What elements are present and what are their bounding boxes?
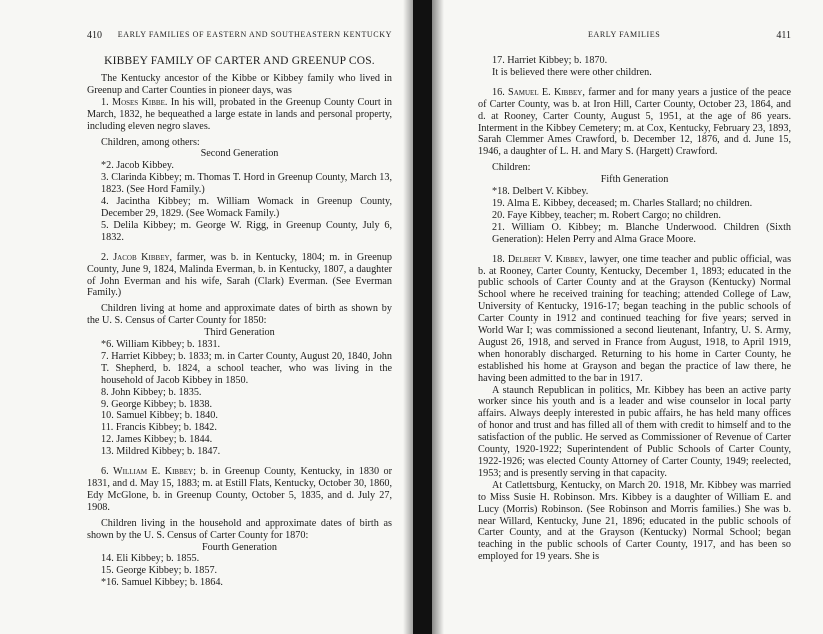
generation-heading: Third Generation [204,327,275,339]
child-entry: 3. Clarinda Kibbey; m. Thomas T. Hord in Greenup County, March 13, 1823. (See Hord Family.) [101,172,392,196]
child-entry: 12. James Kibbey; b. 1844. [101,434,213,446]
entry-text: b. in Greenup County, Kentucky, in 1830 or 1831, and d. May 15, 1883; m. at Estill Flats, Kentucky, October 30, 1860, Edy McGlone, b. in Greenup County, October 5, 1835, and d. July 27, 1908. [87,466,392,513]
right-page [432,0,823,634]
child-entry: *2. Jacob Kibbey. [101,160,174,172]
entry-number: 2. [101,251,109,263]
intro-paragraph: The Kentucky ancestor of the Kibbe or Kibbey family who lived in Greenup and Carter Counties in pioneer days, was [87,73,392,96]
child-entry: 9. George Kibbey; b. 1838. [101,398,213,410]
book-gutter [413,0,432,634]
entry-name: William E. Kibbey; [113,466,196,478]
right-page-number: 411 [776,30,791,41]
republican-paragraph: A staunch Republican in politics, Mr. Kibbey has been an active party worker since his youth and is a leader and wise counselor in local party affairs. Always deeply interested in pubic affairs, he has held many offices of honor and trust and has filled all of them with credit to himself and to the satisfaction of the public. He served as Commissioner of Revenue of Carter County, 1920-1922; Superintendent of Public Schools of Carter County, 1922-1926; was elected County Attorney of Carter County, 1949; reelected, 1953; and is presently serving in that capacity. [478,384,791,479]
entry-text: lawyer, one time teacher and public official, was b. at Rooney, Carter County, Kentucky, December 1, 1893; educated in the public schools of Carter County and at the Grayson (Kentucky) Normal School where he received training for teaching; attended College of Law, University of Kentucky, 1916-17; began teaching in the public schools of Carter County in 1912 and continued teaching for five years; served in World War I; was commissioned a second lieutenant, Infantry, U. S. Army, August 26, 1918, and served in France from August, 1918, to April 1919, when honorably discharged. Returning to his home in Carter County, he established his home at Grayson and began the practice of law there, he having been admitted to the bar in 1917. [478,253,792,384]
william-paragraph [87,466,392,514]
child-entry: 11. Francis Kibbey; b. 1842. [101,422,217,434]
entry-number: 18. [492,253,505,265]
child-entry: 5. Delila Kibbey; m. George W. Rigg, in Greenup County, July 6, 1832. [101,219,392,243]
child-entry: 20. Faye Kibbey, teacher; m. Robert Cargo; no children. [492,209,721,221]
children-among-label: Children, among others: [101,136,200,148]
entry-number: 6. [101,466,109,478]
right-running-head: EARLY FAMILIES [588,30,661,39]
entry-text: In his will, probated in the Greenup County Court in March, 1832, he bequeathed a large estate in lands and personal property, including eleven negro slaves. [87,96,393,132]
jacob-paragraph [87,252,392,300]
page-fold-shadow [432,0,444,634]
generation-heading: Fifth Generation [600,174,669,186]
children-label: Children: [492,162,531,174]
catlettsburg-paragraph: At Catlettsburg, Kentucky, on March 20. 1918, Mr. Kibbey was married to Miss Susie H. Robinson. Mrs. Kibbey is a daughter of William E. and Lucy (Morris) Robinson. (See Robinson and Morris families.) She was b. near Willard, Kentucky, June 21, 1896; educated in the public schools of Carter County, and at the Grayson (Kentucky) Normal School; began teaching in the public schools of Carter County, 1917, and has been so employed for 19 years. She is [478,479,791,563]
child-entry: 15. George Kibbey; b. 1857. [101,565,218,577]
census-1870-paragraph: Children living in the household and approximate dates of birth as shown by the U. S. Census of Carter County for 1870: [87,517,392,541]
child-entry: *16. Samuel Kibbey; b. 1864. [101,577,223,589]
entry-name: Jacob Kibbey, [113,251,173,263]
page-fold-shadow [403,0,413,634]
census-1850-paragraph: Children living at home and approximate dates of birth as shown by the U. S. Census of Carter County for 1850: [87,303,392,327]
child-entry: *6. William Kibbey; b. 1831. [101,339,221,351]
note-line: It is believed there were other children. [492,66,652,78]
generation-heading: Second Generation [200,148,279,160]
entry-number: 1. [101,96,109,108]
child-entry: 7. Harriet Kibbey; b. 1833; m. in Carter County, August 20, 1840, John T. Shepherd, b. 1824, a school teacher, who was living in the household of Jacob Kibbey in 1850. [101,350,392,386]
section-title: KIBBEY FAMILY OF CARTER AND GREENUP COS. [104,55,375,67]
entry-name: Moses Kibbe. [112,96,168,108]
left-running-head: EARLY FAMILIES OF EASTERN AND SOUTHEASTERN KENTUCKY [117,30,392,39]
child-entry: 4. Jacintha Kibbey; m. William Womack in Greenup County, December 29, 1829. (See Womack Family.) [101,196,392,219]
entry-text: farmer and for many years a justice of the peace of Carter County, was b. at Iron Hill, Carter County, October 23, 1864, and d. at Rooney, Carter County, August 5, 1951, at the age of 86 years. Interment in the Kibbey Cemetery; m. at Cox, Kentucky, February 23, 1893, Sarah Clemmer Ames Crawford, b. December 12, 1876, and d. June 15, 1946, a daughter of L. H. and Mary S. (Hargett) Crawford. [478,86,792,158]
entry-number: 16. [492,86,505,98]
moses-paragraph [87,97,392,133]
child-entry: 17. Harriet Kibbey; b. 1870. [492,55,608,66]
left-page-header [87,30,392,41]
child-entry: 14. Eli Kibbey; b. 1855. [101,553,200,565]
child-entry: 19. Alma E. Kibbey, deceased; m. Charles Stallard; no children. [492,197,753,209]
samuel-paragraph [478,87,791,158]
entry-name: Delbert V. Kibbey, [507,253,587,265]
right-page-header [478,30,791,41]
entry-name: Samuel E. Kibbey, [508,86,585,98]
child-entry: 13. Mildred Kibbey; b. 1847. [101,446,221,458]
child-entry: 21. William O. Kibbey; m. Blanche Underwood. Children (Sixth Generation): Helen Perry and Alma Grace Moore. [492,221,791,245]
child-entry: 8. John Kibbey; b. 1835. [101,386,202,398]
child-entry: *18. Delbert V. Kibbey. [492,186,589,198]
entry-text: farmer, was b. in Kentucky, 1804; m. in Greenup County, June 9, 1824, Malinda Everman, b. in Kentucky, 1807, a daughter of John Everman and his wife, Sarah (Clark) Everman. (See Everman Family.) [87,251,393,299]
child-entry: 10. Samuel Kibbey; b. 1840. [101,410,218,422]
generation-heading: Fourth Generation [202,541,277,553]
left-page-number: 410 [87,30,102,41]
delbert-paragraph [478,254,791,385]
